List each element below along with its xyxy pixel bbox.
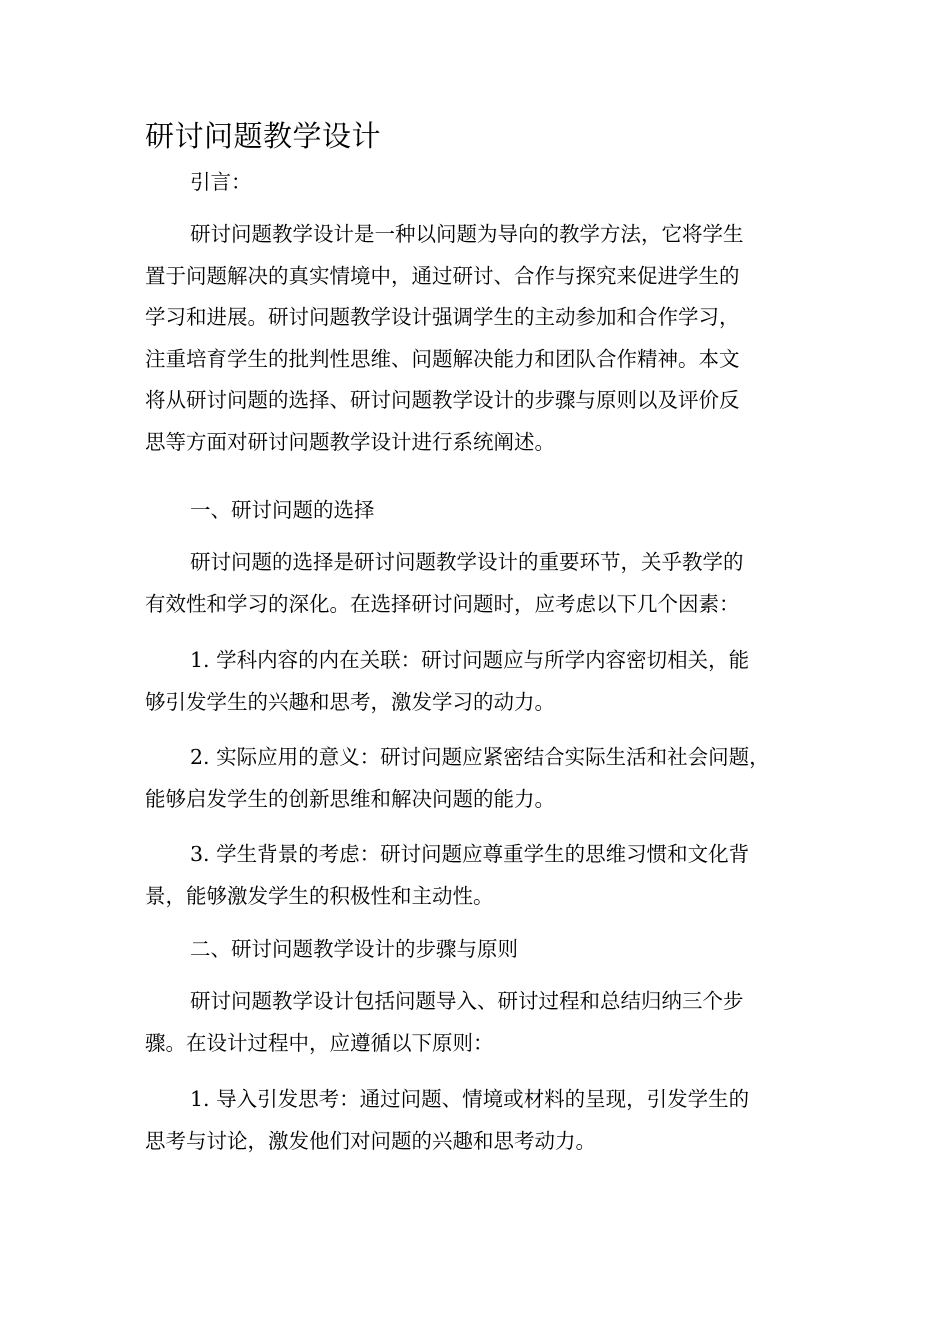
- intro-line: 学习和进展。研讨问题教学设计强调学生的主动参加和合作学习，: [145, 305, 740, 329]
- section2-item-1: [145, 1079, 815, 1162]
- document-title: 研讨问题教学设计: [145, 119, 382, 153]
- section1-item-line: 3. 学生背景的考虑：研讨问题应尊重学生的思维习惯和文化背: [190, 842, 750, 866]
- section1-intro-line: 研讨问题的选择是研讨问题教学设计的重要环节，关乎教学的: [190, 550, 744, 574]
- section1-item-line: 够引发学生的兴趣和思考，激发学习的动力。: [145, 689, 555, 714]
- section1-item-2: [145, 737, 815, 820]
- section2-item-line: 思考与讨论，激发他们对问题的兴趣和思考动力。: [145, 1128, 596, 1153]
- intro-line: 思等方面对研讨问题教学设计进行系统阐述。: [145, 429, 555, 454]
- intro-line: 研讨问题教学设计是一种以问题为导向的教学方法，它将学生: [190, 222, 744, 246]
- section1-heading-text: 一、研讨问题的选择: [190, 498, 375, 522]
- section2-intro-paragraph: [145, 981, 815, 1064]
- section1-intro-line: 有效性和学习的深化。在选择研讨问题时，应考虑以下几个因素：: [145, 591, 740, 616]
- intro-heading-text: 引言：: [190, 170, 252, 194]
- section1-item-line: 2. 实际应用的意义：研讨问题应紧密结合实际生活和社会问题，: [190, 745, 770, 769]
- intro-line: 注重培育学生的批判性思维、问题解决能力和团队合作精神。本文: [145, 346, 740, 371]
- section2-item-line: 1. 导入引发思考：通过问题、情境或材料的呈现，引发学生的: [190, 1087, 750, 1111]
- section1-item-line: 1. 学科内容的内在关联：研讨问题应与所学内容密切相关，能: [190, 648, 750, 672]
- section1-heading: [145, 490, 815, 532]
- intro-heading: [145, 162, 815, 204]
- intro-line: 置于问题解决的真实情境中，通过研讨、合作与探究来促进学生的: [145, 263, 740, 288]
- section2-heading: [145, 929, 815, 971]
- section2-intro-line: 研讨问题教学设计包括问题导入、研讨过程和总结归纳三个步: [190, 989, 744, 1013]
- section1-item-1: [145, 640, 815, 723]
- section2-heading-text: 二、研讨问题教学设计的步骤与原则: [190, 937, 518, 961]
- section1-intro-paragraph: [145, 542, 815, 625]
- section1-item-line: 能够启发学生的创新思维和解决问题的能力。: [145, 786, 555, 811]
- section1-item-line: 景，能够激发学生的积极性和主动性。: [145, 883, 494, 908]
- section2-intro-line: 骤。在设计过程中，应遵循以下原则：: [145, 1030, 494, 1055]
- intro-paragraph: [145, 214, 815, 463]
- section1-item-3: [145, 834, 815, 917]
- intro-line: 将从研讨问题的选择、研讨问题教学设计的步骤与原则以及评价反: [145, 388, 740, 412]
